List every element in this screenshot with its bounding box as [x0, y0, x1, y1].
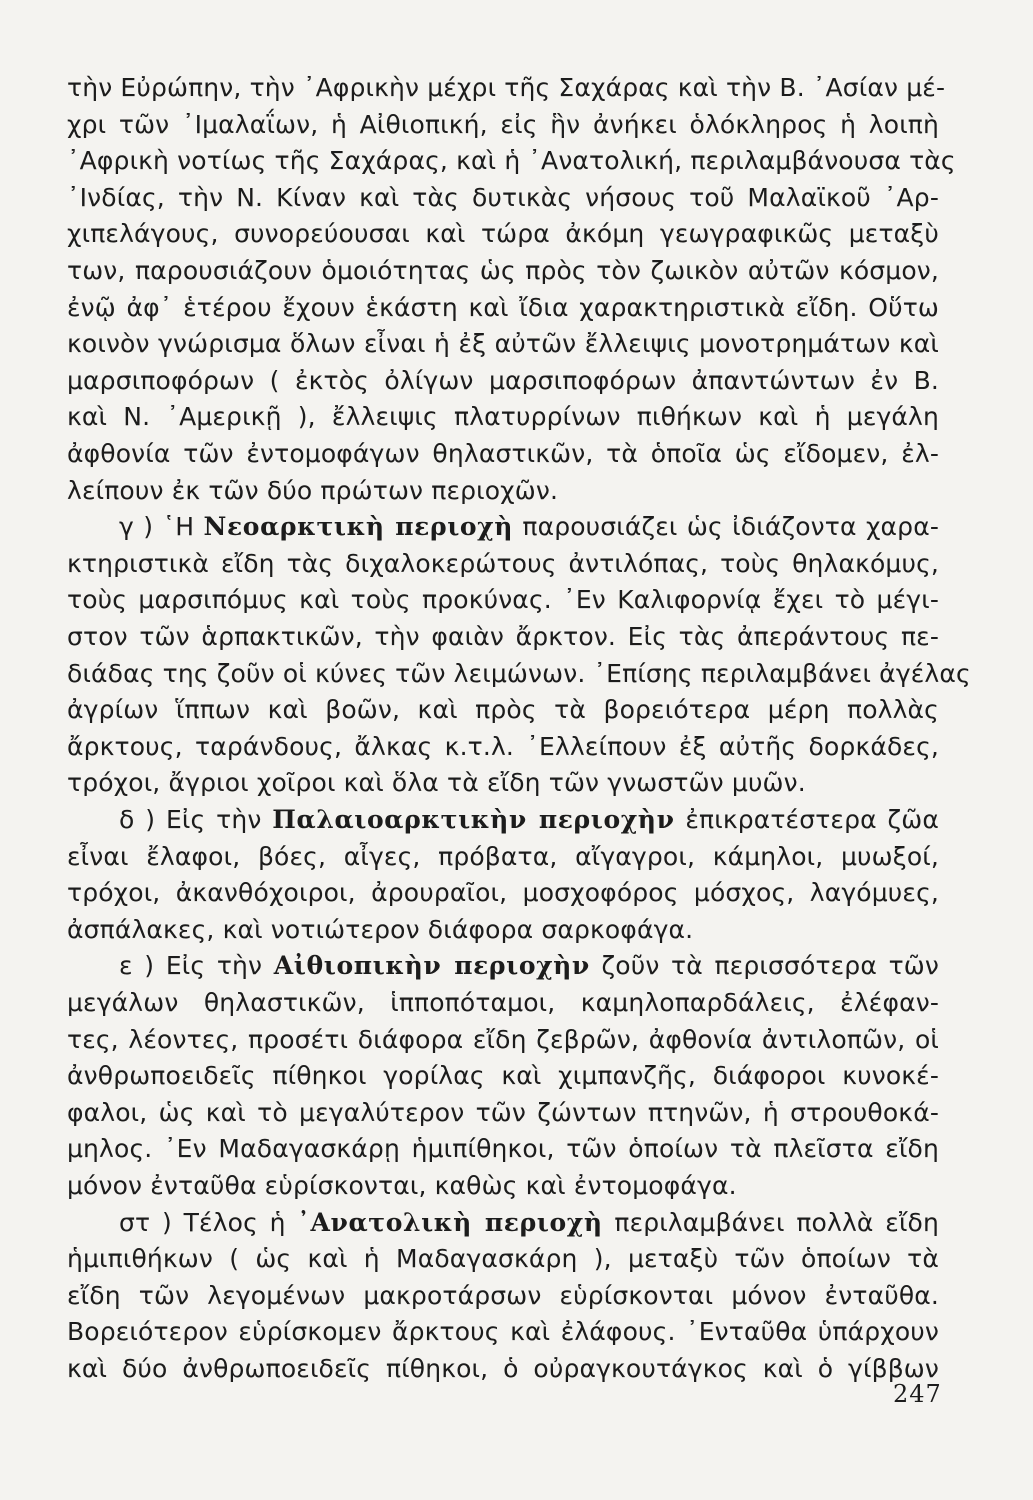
text-line: καὶ Ν. ᾿Αμερικῇ ), ἔλλειψις πλατυρρίνων πιθήκων καὶ ἡ μεγάλη	[67, 402, 939, 432]
text-line: τρόχοι, ἀκανθόχοιροι, ἀρουραῖοι, μοσχοφόρος μόσχος, λαγόμυες,	[67, 878, 939, 908]
text-line: ἡμιπιθήκων ( ὡς καὶ ἡ Μαδαγασκάρη ), μεταξὺ τῶν ὁποίων τὰ	[67, 1244, 939, 1274]
text-line: ἀφθονία τῶν ἐντομοφάγων θηλαστικῶν, τὰ ὁποῖα ὡς εἴδομεν, ἐλ-	[67, 439, 939, 468]
region-name: Νεοαρκτικὴ περιοχὴ	[203, 512, 513, 542]
text-line: κτηριστικὰ εἴδη τὰς διχαλοκερώτους ἀντιλόπας, τοὺς θηλακόμυς,	[67, 548, 939, 578]
region-name: ᾿Ανατολικὴ περιοχὴ	[297, 1207, 603, 1237]
text-line: τὴν Εὐρώπην, τὴν ᾿Αφρικὴν μέχρι τῆς Σαχάρας καὶ τὴν Β. ᾿Ασίαν μέ-	[67, 73, 946, 102]
text-line: ἐνῷ ἀφ᾿ ἑτέρου ἔχουν ἑκάστη καὶ ἴδια χαρακτηριστικὰ εἴδη. Οὕτω	[67, 292, 939, 322]
text-line: τρόχοι, ἄγριοι χοῖροι καὶ ὅλα τὰ εἴδη τῶν γνωστῶν μυῶν.	[67, 768, 806, 798]
text-line: ᾿Αφρικὴ νοτίως τῆς Σαχάρας, καὶ ἡ ᾿Ανατολική, περιλαμβάνουσα τὰς	[67, 146, 956, 176]
text-line: Βορειότερον εὑρίσκομεν ἄρκτους καὶ ἐλάφους. ᾿Ενταῦθα ὑπάρχουν	[67, 1317, 939, 1347]
text-line	[67, 948, 939, 984]
text-line: των, παρουσιάζουν ὁμοιότητας ὡς πρὸς τὸν ζωικὸν αὐτῶν κόσμον,	[67, 256, 939, 285]
region-name: Παλαιοαρκτικὴν περιοχὴν	[272, 805, 675, 834]
text-line	[67, 509, 939, 545]
text-line: κοινὸν γνώρισμα ὅλων εἶναι ἡ ἐξ αὐτῶν ἔλλειψις μονοτρημάτων καὶ	[67, 329, 939, 359]
text-line: φαλοι, ὡς καὶ τὸ μεγαλύτερον τῶν ζώντων πτηνῶν, ἡ στρουθοκά-	[67, 1097, 939, 1127]
section-label: στ ) Τέλος ἡ	[119, 1207, 298, 1237]
paragraph-text: περιλαμβάνει πολλὰ εἴδη	[602, 1207, 939, 1237]
paragraph-text: ἐπικρατέστερα ζῶα	[674, 805, 939, 834]
text-line: ἄρκτους, ταράνδους, ἄλκας κ.τ.λ. ᾿Ελλείπουν ἐξ αὐτῆς δορκάδες,	[67, 731, 939, 761]
section-label: ε ) Εἰς τὴν	[119, 951, 274, 981]
text-line: τες, λέοντες, προσέτι διάφορα εἴδη ζεβρῶν, ἀφθονία ἀντιλοπῶν, οἱ	[67, 1024, 939, 1054]
text-line: ἀσπάλακες, καὶ νοτιώτερον διάφορα σαρκοφάγα.	[67, 914, 694, 944]
text-line: χρι τῶν ᾿Ιμαλαΐων, ἡ Αἰθιοπική, εἰς ἣν ἀνήκει ὁλόκληρος ἡ λοιπὴ	[67, 109, 939, 139]
section-label: δ ) Εἰς τὴν	[119, 805, 273, 834]
text-line: διάδας της ζοῦν οἱ κύνες τῶν λειμώνων. ᾿Επίσης περιλαμβάνει ἀγέλας	[67, 658, 971, 688]
text-line	[67, 1205, 939, 1241]
text-line: λείπουν ἐκ τῶν δύο πρώτων περιοχῶν.	[67, 475, 559, 505]
section-label: γ ) ῾Η	[119, 512, 204, 542]
region-name: Αἰθιοπικὴν περιοχὴν	[273, 951, 590, 981]
text-line: καὶ δύο ἀνθρωποειδεῖς πίθηκοι, ὁ οὐραγκουτάγκος καὶ ὁ γίββων	[67, 1354, 939, 1383]
text-line	[67, 802, 939, 838]
text-line: εἶναι ἔλαφοι, βόες, αἶγες, πρόβατα, αἴγαγροι, κάμηλοι, μυωξοί,	[67, 841, 939, 871]
text-line: μηλος. ᾿Εν Μαδαγασκάρῃ ἡμιπίθηκοι, τῶν ὁποίων τὰ πλεῖστα εἴδη	[67, 1134, 939, 1164]
paragraph-text: παρουσιάζει ὡς ἰδιάζοντα χαρα-	[513, 512, 939, 542]
text-line: μεγάλων θηλαστικῶν, ἱπποπόταμοι, καμηλοπαρδάλεις, ἐλέφαν-	[67, 988, 939, 1017]
text-line: ἀνθρωποειδεῖς πίθηκοι γορίλας καὶ χιμπανζῆς, διάφοροι κυνοκέ-	[67, 1061, 939, 1091]
text-line: μαρσιποφόρων ( ἐκτὸς ὀλίγων μαρσιποφόρων ἀπαντώντων ἐν Β.	[67, 365, 939, 395]
page-number: 247	[893, 1380, 942, 1408]
text-line: μόνον ἐνταῦθα εὑρίσκονται, καθὼς καὶ ἐντομοφάγα.	[67, 1171, 737, 1200]
text-line: ᾿Ινδίας, τὴν Ν. Κίναν καὶ τὰς δυτικὰς νήσους τοῦ Μαλαϊκοῦ ᾿Αρ-	[67, 182, 939, 212]
text-line: τοὺς μαρσιπόμυς καὶ τοὺς προκύνας. ᾿Εν Καλιφορνίᾳ ἔχει τὸ μέγι-	[67, 585, 939, 615]
text-line: ἀγρίων ἵππων καὶ βοῶν, καὶ πρὸς τὰ βορειότερα μέρη πολλὰς	[67, 695, 939, 725]
text-line: στον τῶν ἁρπακτικῶν, τὴν φαιὰν ἄρκτον. Εἰς τὰς ἀπεράντους πε-	[67, 622, 939, 651]
paragraph-text: ζοῦν τὰ περισσότερα τῶν	[589, 951, 939, 981]
text-line: χιπελάγους, συνορεύουσαι καὶ τώρα ἀκόμη γεωγραφικῶς μεταξὺ	[67, 219, 939, 249]
text-line: εἴδη τῶν λεγομένων μακροτάρσων εὑρίσκονται μόνον ἐνταῦθα.	[67, 1280, 939, 1310]
